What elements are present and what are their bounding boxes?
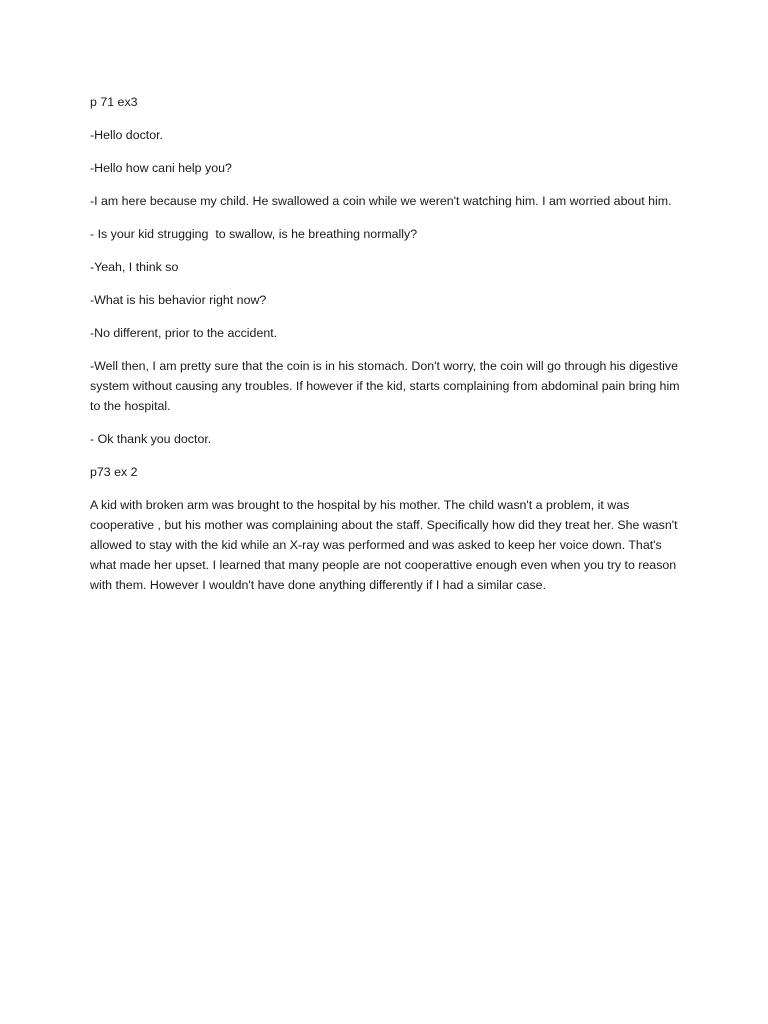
dialogue-line: -I am here because my child. He swallowed a coin while we weren't watching him. I am worried about him.: [90, 194, 672, 208]
dialogue-line: -Hello doctor.: [90, 128, 164, 142]
dialogue-line: - Is your kid strugging to swallow, is he breathing normally?: [90, 227, 418, 241]
dialogue-line: -No different, prior to the accident.: [90, 326, 278, 340]
exercise-heading-p73: p73 ex 2: [90, 465, 138, 479]
essay-paragraph: A kid with broken arm was brought to the hospital by his mother. The child wasn't a problem, it was cooperative , but his mother was complaining about the staff. Specifically how did they treat her. She wasn't allowed to stay with the kid while an X-ray was performed and was asked to keep her voice down. That's what made her upset. I learned that many people are not cooperattive enough even when you try to reason with them. However I wouldn't have done anything differently if I had a similar case.: [90, 498, 682, 592]
dialogue-line: -Well then, I am pretty sure that the coin is in his stomach. Don't worry, the coin will go through his digestive system without causing any troubles. If however if the kid, starts complaining from abdominal pain bring him to the hospital.: [90, 359, 683, 413]
document-body: [90, 92, 683, 608]
exercise-heading-p71: p 71 ex3: [90, 95, 138, 109]
dialogue-line: -What is his behavior right now?: [90, 293, 267, 307]
dialogue-line: - Ok thank you doctor.: [90, 432, 212, 446]
dialogue-line: -Yeah, I think so: [90, 260, 179, 274]
dialogue-line: -Hello how cani help you?: [90, 161, 232, 175]
